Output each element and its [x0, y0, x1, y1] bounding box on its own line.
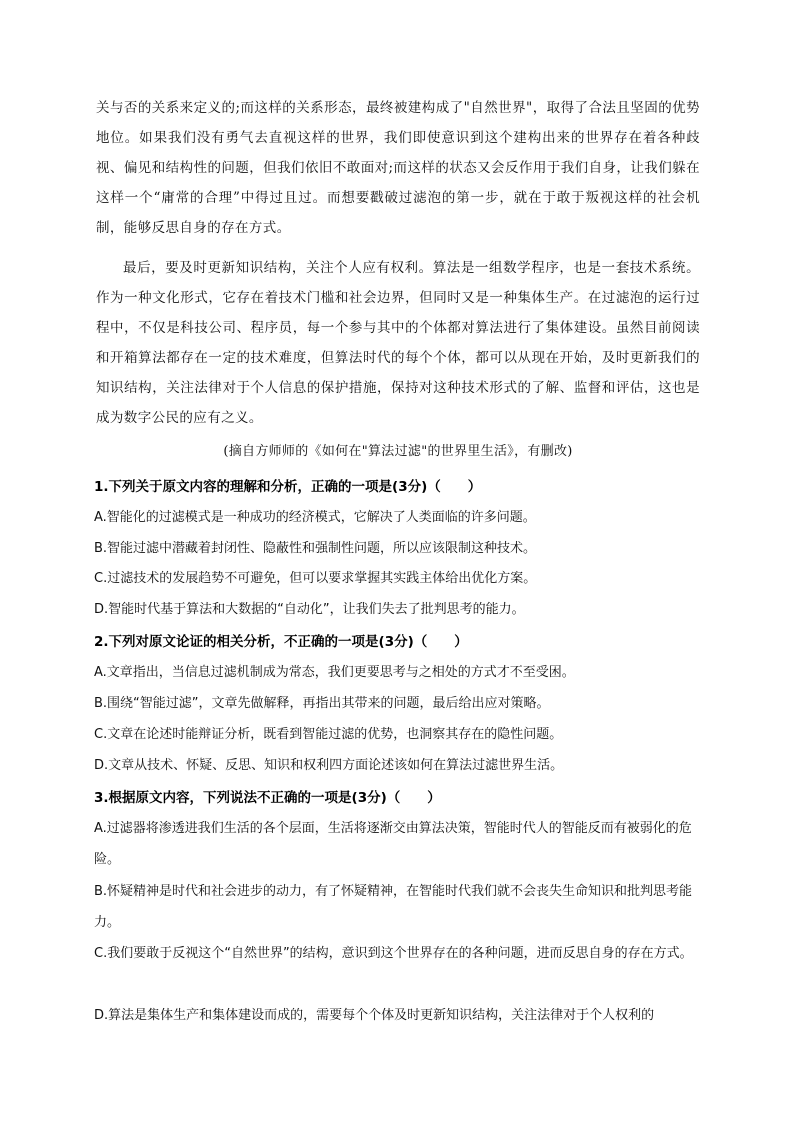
question-1-option-a: A.智能化的过滤模式是一种成功的经济模式，它解决了人类面临的许多问题。 — [94, 510, 536, 525]
question-2-option-d: D.文章从技术、怀疑、反思、知识和权利四方面论述该如何在算法过滤世界生活。 — [94, 758, 564, 773]
question-2-option-b: B.围绕“智能过滤”，文章先做解释，再指出其带来的问题，最后给出应对策略。 — [94, 696, 550, 711]
question-3-option-d: D.算法是集体生产和集体建设而成的，需要每个个体及时更新知识结构，关注法律对于个人权利的 — [94, 1008, 655, 1023]
question-3-option-c: C.我们要敢于反视这个“自然世界”的结构，意识到这个世界存在的各种问题，进而反思自身的存在方式。 — [94, 946, 693, 961]
source-citation: (摘自方师师的《如何在"算法过滤"的世界里生活》，有删改) — [223, 444, 573, 459]
question-3-option-a: A.过滤器将渗透进我们生活的各个层面，生活将逐渐交由算法决策，智能时代人的智能反而有被弱化的危险。 — [94, 821, 692, 867]
question-1-option-c: C.过滤技术的发展趋势不可避免，但可以要求掌握其实践主体给出优化方案。 — [94, 571, 537, 586]
question-1-option-b: B.智能过滤中潜藏着封闭性、隐蔽性和强制性问题，所以应该限制这种技术。 — [94, 541, 537, 556]
question-2-title: 2.下列对原文论证的相关分析，不正确的一项是(3分)（ ） — [94, 634, 468, 650]
passage-paragraph-2: 最后，要及时更新知识结构，关注个人应有权利。算法是一组数学程序，也是一套技术系统。作为一种文化形式，它存在着技术门槛和社会边界，但同时又是一种集体生产。在过滤泡的运行过程中，不仅是科技公司、程序员，每一个参与其中的个体都对算法进行了集体建设。虽然目前阅读和开箱算法都存在一定的技术难度，但算法时代的每个个体，都可以从现在开始，及时更新我们的知识结构，关注法律对于个人信息的保护措施，保持对这种技术形式的了解、监督和评估，这也是成为数字公民的应有之义。 — [96, 260, 700, 426]
question-3-title: 3.根据原文内容，下列说法不正确的一项是(3分)（ ） — [94, 790, 441, 806]
question-2-option-a: A.文章指出，当信息过滤机制成为常态，我们更要思考与之相处的方式才不至受困。 — [94, 665, 575, 680]
question-2-option-c: C.文章在论述时能辩证分析，既看到智能过滤的优势，也洞察其存在的隐性问题。 — [94, 727, 563, 742]
passage-paragraph-1: 关与否的关系来定义的;而这样的关系形态，最终被建构成了"自然世界"，取得了合法且坚固的优势地位。如果我们没有勇气去直视这样的世界，我们即使意识到这个建构出来的世界存在着各种歧视、偏见和结构性的问题，但我们依旧不敢面对;而这样的状态又会反作用于我们自身，让我们躲在这样一个“庸常的合理”中得过且过。而想要戳破过滤泡的第一步，就在于敢于叛视这样的社会机制，能够反思自身的存在方式。 — [96, 100, 700, 236]
question-3-option-b: B.怀疑精神是时代和社会进步的动力，有了怀疑精神，在智能时代我们就不会丧失生命知识和批判思考能力。 — [94, 884, 693, 930]
question-1-title: 1.下列关于原文内容的理解和分析，正确的一项是(3分)（ ） — [94, 479, 482, 495]
question-1-option-d: D.智能时代基于算法和大数据的“自动化”，让我们失去了批判思考的能力。 — [94, 602, 525, 617]
